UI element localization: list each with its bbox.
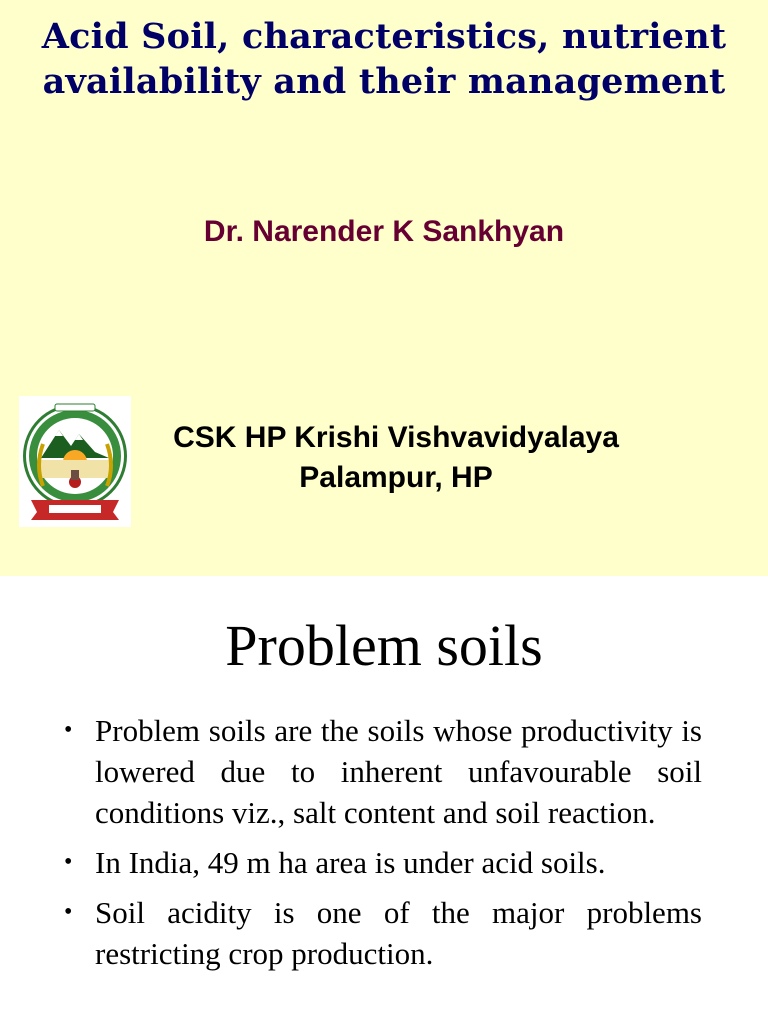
institute-line-1: CSK HP Krishi Vishvavidyalaya xyxy=(173,421,619,454)
bullet-item xyxy=(62,710,702,833)
university-seal-graphic xyxy=(19,396,131,527)
slide-title-line-2: availability and their management xyxy=(42,61,726,102)
slide-title xyxy=(0,14,768,104)
bullet-list xyxy=(62,710,702,983)
bullet-item xyxy=(62,842,702,883)
problem-soils-title: Problem soils xyxy=(225,613,543,678)
author-name: Dr. Narender K Sankhyan xyxy=(203,215,565,248)
bullet-text: Soil acidity is one of the major problems restricting crop production. xyxy=(95,895,702,971)
bullet-dot: • xyxy=(64,849,73,875)
bullet-text: Problem soils are the soils whose productivity is lowered due to inherent unfavourable soil conditions viz., salt content and soil reaction. xyxy=(95,713,702,830)
slide-title-line-1: Acid Soil, characteristics, nutrient xyxy=(41,16,727,57)
bullet-text: In India, 49 m ha area is under acid soils. xyxy=(95,845,606,880)
bullet-item xyxy=(62,892,702,974)
bullet-dot: • xyxy=(64,899,73,925)
university-seal-icon xyxy=(19,396,131,527)
bullet-dot: • xyxy=(64,717,73,743)
institute-line-2: Palampur, HP xyxy=(299,461,493,494)
institute-name xyxy=(140,418,652,498)
